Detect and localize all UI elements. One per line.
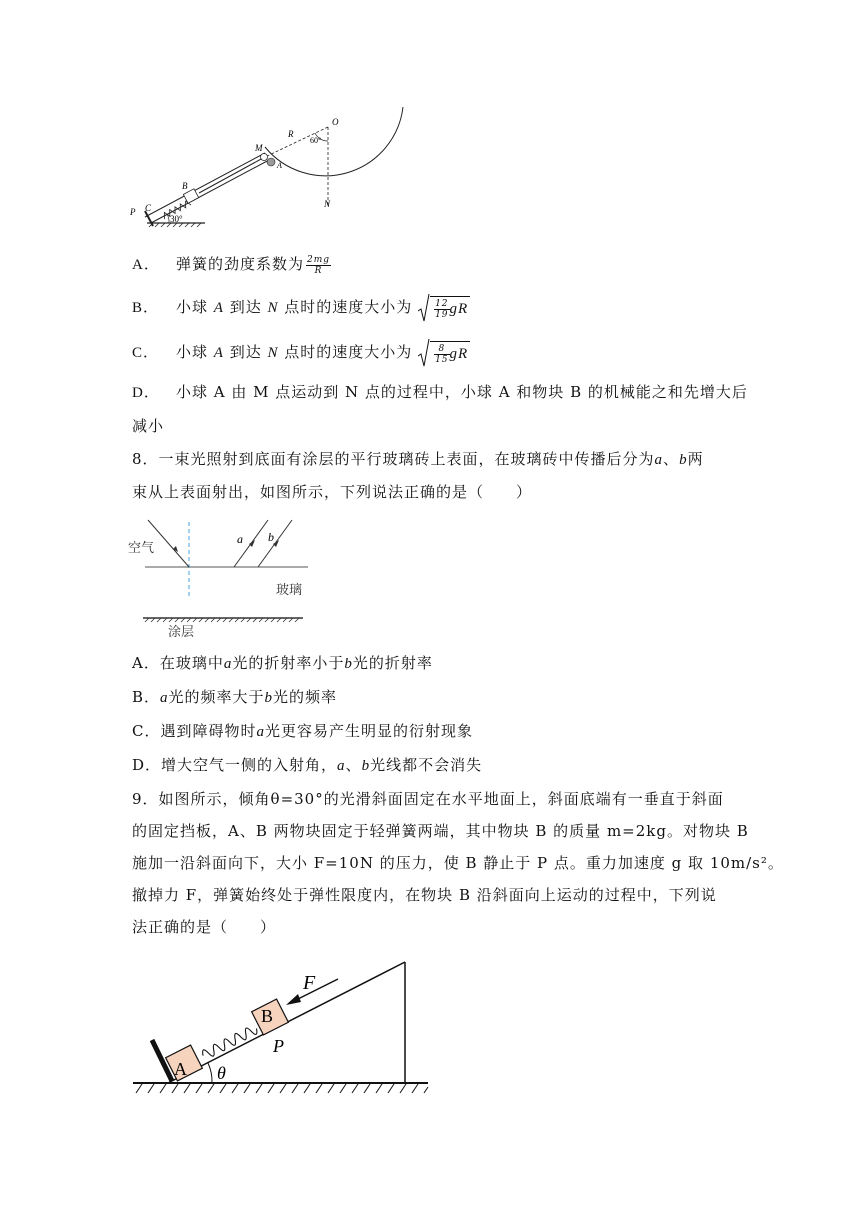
q8-option-d: D．增大空气一侧的入射角，a、b光线都不会消失 (132, 756, 483, 774)
q8-label-air: 空气 (128, 541, 155, 556)
q7-option-d: D． 小球 A 由 M 点运动到 N 点的过程中，小球 A 和物块 B 的机械能之和先增大后 减小 (132, 383, 748, 435)
q7-option-a: A． 弹簧的劲度系数为 $\frac{2mg}{R}$ (132, 254, 331, 276)
q8-option-b: B．a光的频率大于b光的频率 (132, 688, 338, 706)
q7-option-b: B． 小球 A 到达 N 点时的速度大小为 $\frac{12}{19}$ gR (132, 296, 470, 320)
q8-stem: 8．一束光照射到底面有涂层的平行玻璃砖上表面，在玻璃砖中传播后分为a、b两 束从上表面射出，如图所示，下列说法正确的是（ ） (132, 450, 704, 501)
q8-label-coating: 涂层 (168, 625, 195, 640)
q7-label-incline-angle: 30° (170, 214, 183, 224)
q8-label-b: b (268, 530, 274, 544)
q8-label-a: a (237, 532, 243, 546)
q8-option-a: A．在玻璃中a光的折射率小于b光的折射率 (132, 654, 433, 672)
q7-label-a: A (277, 161, 282, 170)
q7-label-p: P (130, 207, 136, 217)
q7-label-n: N (324, 199, 331, 209)
square-root: $\frac{12}{19}$ gR (418, 296, 470, 320)
square-root: $\frac{8}{15}$ gR (418, 341, 470, 365)
q7-label-o: O (332, 117, 339, 127)
q9-label-a: A (174, 1059, 187, 1079)
q7-label-b: B (182, 181, 188, 191)
q9-label-p: P (273, 1036, 284, 1056)
q7-option-c: C． 小球 A 到达 N 点时的速度大小为 $\frac{8}{15}$ gR (132, 341, 470, 365)
q7-figure (125, 105, 425, 235)
q9-label-theta: θ (217, 1063, 226, 1083)
q9-stem: 9．如图所示，倾角θ=30°的光滑斜面固定在水平地面上，斜面底端有一垂直于斜面 的固定挡板，A、B 两物块固定于轻弹簧两端，其中物块 B 的质量 m=2kg。对物块 B 施加一沿斜面向下，大小 F=10N 的压力，使 B 静止于 P 点。重力加速度 g 取 10m/s²。 撤掉力 F，弹簧始终处于弹性限度内，在物块 B 沿斜面向上运动的过程中，下列说 法正确的是（ ） (132, 790, 784, 936)
q7-label-r: R (288, 129, 294, 139)
q9-label-f: F (303, 972, 316, 994)
q7-label-m: M (255, 143, 263, 153)
q8-label-glass: 玻璃 (276, 583, 303, 598)
q8-figure (118, 512, 318, 642)
q9-label-b: B (261, 1006, 274, 1026)
q7-label-angle: 60° (310, 136, 322, 145)
q9-figure (128, 955, 438, 1100)
q8-option-c: C．遇到障碍物时a光更容易产生明显的衍射现象 (132, 722, 474, 740)
q7-label-c: C (145, 203, 152, 213)
fraction: $\frac{2mg}{R}$ (307, 254, 331, 276)
